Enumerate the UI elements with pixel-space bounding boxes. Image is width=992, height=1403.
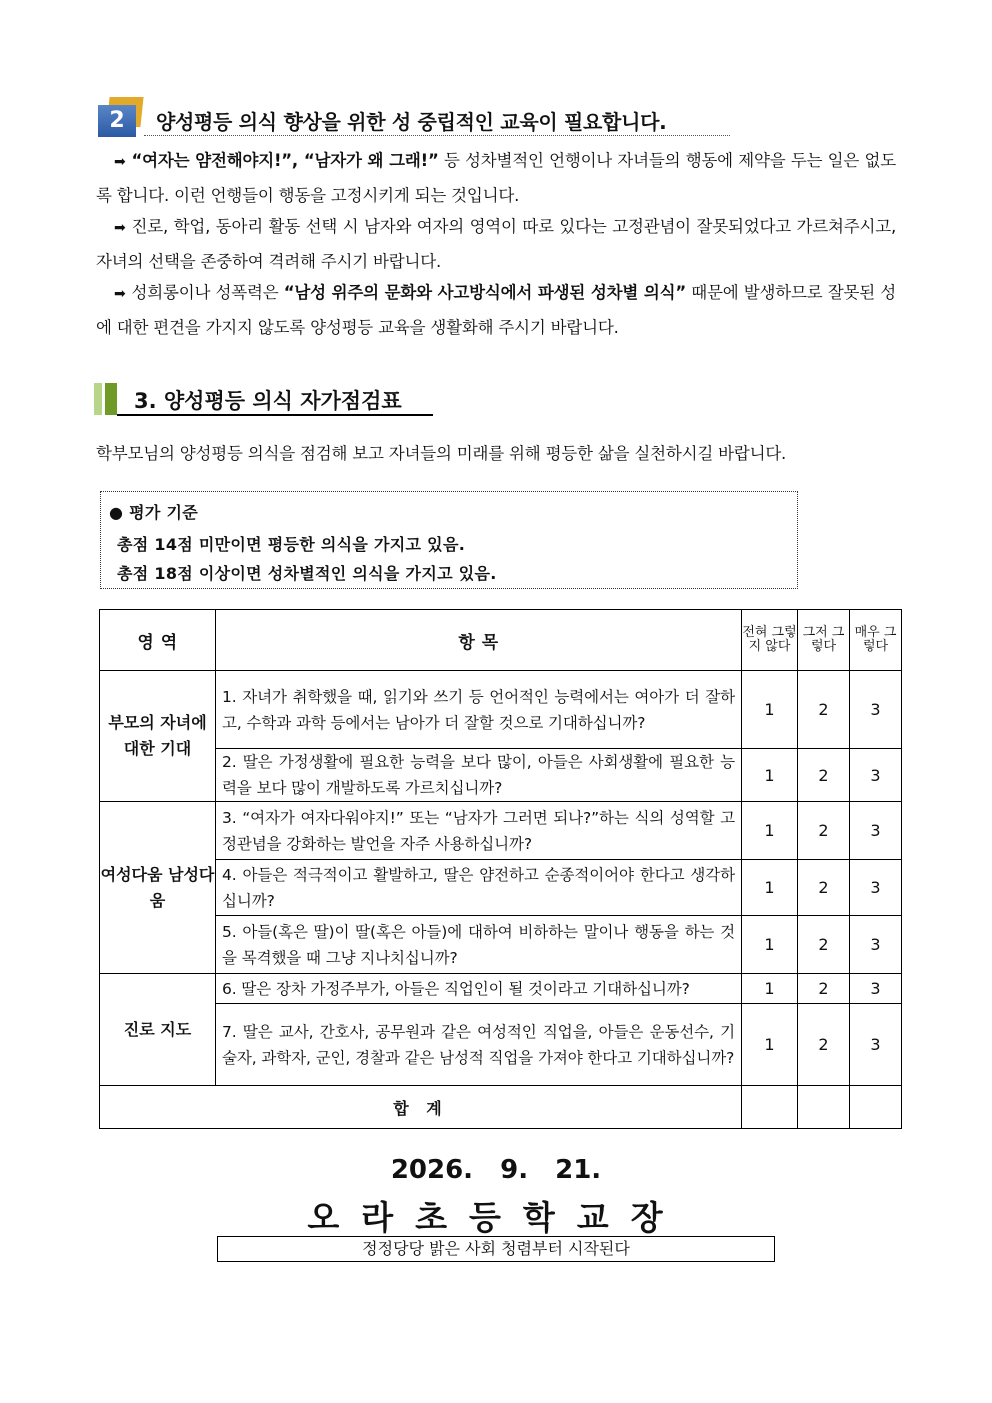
score-2: 2 <box>798 974 850 1004</box>
score-3: 3 <box>850 749 902 802</box>
table-row <box>100 916 902 974</box>
paragraph-1-text: 등 성차별적인 언행이나 자녀들의 행동에 제약을 두는 일은 없도록 합니다. 이런 언행들이 행동을 고정시키게 되는 것입니다. <box>96 151 896 205</box>
score-2: 2 <box>798 916 850 974</box>
header-col-2: 그저 그렇다 <box>798 610 850 671</box>
score-3: 3 <box>850 974 902 1004</box>
section3-bar-light <box>94 383 102 415</box>
score-3: 3 <box>850 860 902 916</box>
slogan-box: 정정당당 밝은 사회 청렴부터 시작된다 <box>217 1236 775 1262</box>
score-1: 1 <box>742 671 798 749</box>
paragraph-1 <box>96 144 896 212</box>
table-row <box>100 749 902 802</box>
score-1: 1 <box>742 974 798 1004</box>
arrow-icon: ➡ <box>114 154 126 170</box>
quote-bold: “여자는 얌전해야지!”, “남자가 왜 그래!” <box>131 151 439 170</box>
total-cell-1 <box>742 1086 798 1129</box>
issue-date: 2026. 9. 21. <box>390 1155 602 1185</box>
score-1: 1 <box>742 749 798 802</box>
section3-bar-dark <box>105 383 117 415</box>
section2-underline <box>144 135 730 136</box>
item-6: 6. 딸은 장차 가정주부가, 아들은 직업인이 될 것이라고 기대하십니까? <box>216 974 742 1004</box>
section-number-badge <box>98 97 144 139</box>
score-2: 2 <box>798 749 850 802</box>
paragraph-3-pre: 성희롱이나 성폭력은 <box>131 283 284 302</box>
table-row <box>100 1004 902 1086</box>
table-row <box>100 860 902 916</box>
score-3: 3 <box>850 802 902 860</box>
paragraph-2-text: 진로, 학업, 동아리 활동 선택 시 남자와 여자의 영역이 따로 있다는 고정관념이 잘못되었다고 가르쳐주시고, 자녀의 선택을 존중하여 격려해 주시기 바랍니다. <box>96 217 896 271</box>
section3-intro: 학부모님의 양성평등 의식을 점검해 보고 자녀들의 미래를 위해 평등한 삶을 실천하시길 바랍니다. <box>96 444 787 463</box>
header-item: 항 목 <box>216 610 742 671</box>
table-total-row <box>100 1086 902 1129</box>
table-row <box>100 802 902 860</box>
section-number: 2 <box>98 105 136 137</box>
score-2: 2 <box>798 802 850 860</box>
score-1: 1 <box>742 860 798 916</box>
item-7: 7. 딸은 교사, 간호사, 공무원과 같은 여성적인 직업을, 아들은 운동선수, 기술자, 과학자, 군인, 경찰과 같은 남성적 직업을 가져야 한다고 기대하십니까? <box>216 1004 742 1086</box>
arrow-icon: ➡ <box>114 220 126 236</box>
criteria-heading: ● 평가 기준 <box>109 503 199 522</box>
item-5: 5. 아들(혹은 딸)이 딸(혹은 아들)에 대하여 비하하는 말이나 행동을 하는 것을 목격했을 때 그냥 지나치십니까? <box>216 916 742 974</box>
score-2: 2 <box>798 1004 850 1086</box>
total-label: 합 계 <box>100 1086 742 1129</box>
table-header-row <box>100 610 902 671</box>
total-cell-2 <box>798 1086 850 1129</box>
arrow-icon: ➡ <box>114 286 126 302</box>
score-3: 3 <box>850 671 902 749</box>
item-2: 2. 딸은 가정생활에 필요한 능력을 보다 많이, 아들은 사회생활에 필요한 능력을 보다 많이 개발하도록 가르치십니까? <box>216 749 742 802</box>
table-row <box>100 974 902 1004</box>
area-career-guidance: 진로 지도 <box>100 974 216 1086</box>
criteria-box <box>100 491 798 589</box>
score-1: 1 <box>742 802 798 860</box>
table-row <box>100 671 902 749</box>
score-3: 3 <box>850 1004 902 1086</box>
paragraph-3-post: 때문에 발생하므로 잘못된 성에 대한 편견을 가지지 않도록 양성평등 교육을 생활화해 주시기 바랍니다. <box>96 283 896 337</box>
section2-title: 양성평등 의식 향상을 위한 성 중립적인 교육이 필요합니다. <box>156 110 667 134</box>
section3-underline <box>117 414 433 416</box>
school-principal: 오라초등학교장 <box>307 1198 685 1237</box>
area-parent-expectation: 부모의 자녀에 대한 기대 <box>100 671 216 802</box>
score-1: 1 <box>742 916 798 974</box>
item-1: 1. 자녀가 취학했을 때, 읽기와 쓰기 등 언어적인 능력에서는 여아가 더 잘하고, 수학과 과학 등에서는 남아가 더 잘할 것으로 기대하십니까? <box>216 671 742 749</box>
item-4: 4. 아들은 적극적이고 활발하고, 딸은 얌전하고 순종적이어야 한다고 생각하십니까? <box>216 860 742 916</box>
score-2: 2 <box>798 671 850 749</box>
paragraph-2 <box>96 210 896 278</box>
paragraph-3-bold: “남성 위주의 문화와 사고방식에서 파생된 성차별 의식” <box>283 283 686 302</box>
score-2: 2 <box>798 860 850 916</box>
self-check-table <box>99 609 902 1129</box>
criteria-line-1: 총점 14점 미만이면 평등한 의식을 가지고 있음. <box>117 535 466 554</box>
header-col-1: 전혀 그렇지 않다 <box>742 610 798 671</box>
score-3: 3 <box>850 916 902 974</box>
area-femininity-masculinity: 여성다움 남성다움 <box>100 802 216 974</box>
criteria-line-2: 총점 18점 이상이면 성차별적인 의식을 가지고 있음. <box>117 564 497 583</box>
section3-title: 3. 양성평등 의식 자가점검표 <box>134 389 402 413</box>
total-cell-3 <box>850 1086 902 1129</box>
item-3: 3. “여자가 여자다워야지!” 또는 “남자가 그러면 되나?”하는 식의 성역할 고정관념을 강화하는 발언을 자주 사용하십니까? <box>216 802 742 860</box>
header-area: 영 역 <box>100 610 216 671</box>
score-1: 1 <box>742 1004 798 1086</box>
header-col-3: 매우 그렇다 <box>850 610 902 671</box>
paragraph-3 <box>96 276 896 344</box>
